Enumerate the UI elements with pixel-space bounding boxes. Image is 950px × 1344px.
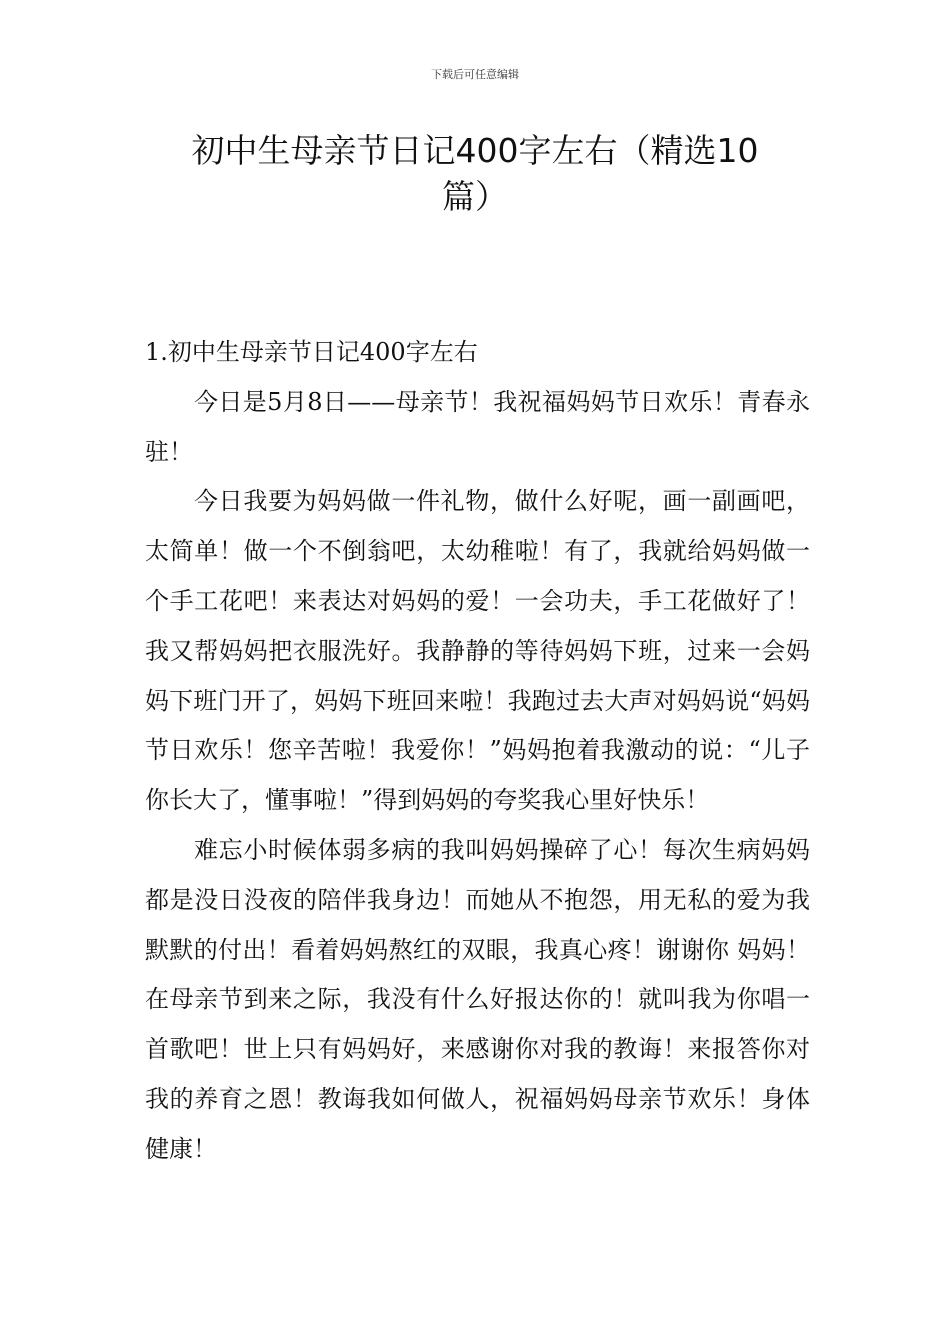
paragraph-3: 难忘小时候体弱多病的我叫妈妈操碎了心！每次生病妈妈都是没日没夜的陪伴我身边！而她从不抱怨，用无私的爱为我默默的付出！看着妈妈熬红的双眼，我真心疼！谢谢你 妈妈！在母亲节到来之际，我没有什么好报达你的！就叫我为你唱一首歌吧！世上只有妈妈好，来感谢你对我的教诲！来报答你对我的养育之恩！教诲我如何做人，祝福妈妈母亲节欢乐！身体健康！	[145, 835, 810, 1163]
paragraph-1: 今日是5月8日——母亲节！我祝福妈妈节日欢乐！青春永驻！	[145, 387, 810, 466]
title-line-2: 篇）	[442, 177, 508, 216]
document-title	[100, 128, 850, 220]
section-heading: 1.初中生母亲节日记400字左右	[145, 338, 478, 366]
page-header: 下载后可任意编辑	[431, 68, 519, 81]
document-body	[145, 328, 810, 1175]
paragraph-2: 今日我要为妈妈做一件礼物，做什么好呢，画一副画吧，太简单！做一个不倒翁吧，太幼稚啦！有了，我就给妈妈做一个手工花吧！来表达对妈妈的爱！一会功夫，手工花做好了！我又帮妈妈把衣服洗好。我静静的等待妈妈下班，过来一会妈妈下班门开了，妈妈下班回来啦！我跑过去大声对妈妈说“妈妈节日欢乐！您辛苦啦！我爱你！”妈妈抱着我激动的说：“儿子你长大了，懂事啦！”得到妈妈的夸奖我心里好快乐！	[145, 487, 810, 815]
title-line-1: 初中生母亲节日记400字左右（精选10	[191, 131, 759, 170]
